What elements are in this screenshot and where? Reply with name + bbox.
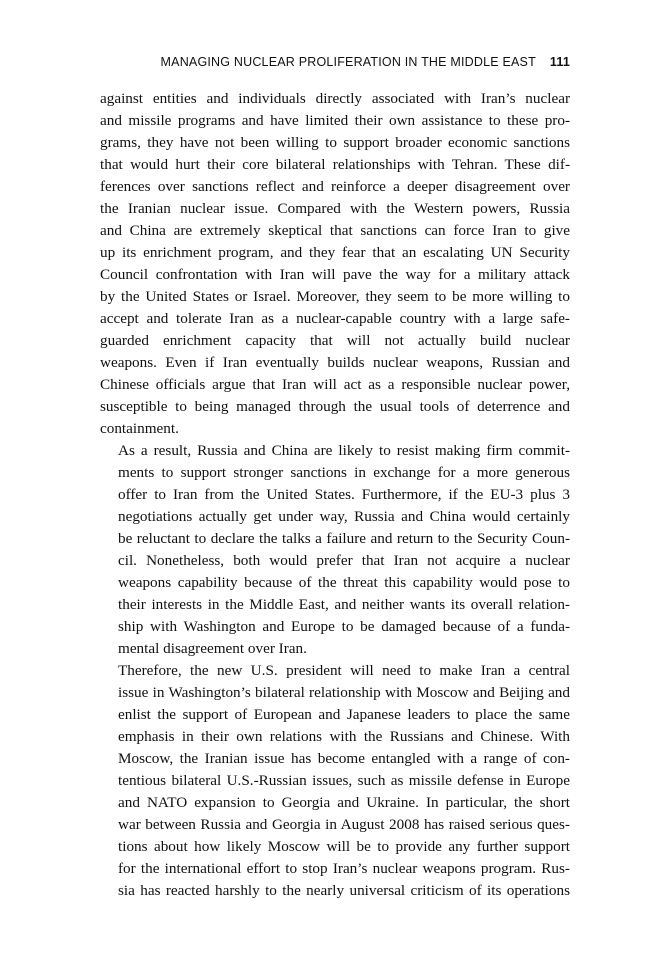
text-line: Chinese officials argue that Iran will act as a responsible nuclear power, [100, 376, 570, 393]
text-line: and missile programs and have limited their own assistance to these pro- [100, 112, 570, 129]
text-line: susceptible to being managed through the usual tools of deterrence and [100, 398, 570, 415]
text-line: cil. Nonetheless, both would prefer that Iran not acquire a nuclear [118, 552, 570, 569]
text-line: weapons capability because of the threat this capability would pose to [118, 574, 570, 591]
running-head [100, 55, 570, 69]
page-number: 111 [549, 55, 570, 69]
text-line: ferences over sanctions reflect and reinforce a deeper disagreement over [100, 178, 570, 195]
text-line: tentious bilateral U.S.-Russian issues, such as missile defense in Europe [118, 772, 570, 789]
text-line: offer to Iran from the United States. Furthermore, if the EU-3 plus 3 [118, 486, 570, 503]
text-line: Therefore, the new U.S. president will need to make Iran a central [118, 662, 570, 679]
text-line: the Iranian nuclear issue. Compared with the Western powers, Russia [100, 200, 570, 217]
text-line: accept and tolerate Iran as a nuclear-capable country with a large safe- [100, 310, 570, 327]
text-line: issue in Washington’s bilateral relationship with Moscow and Beijing and [118, 684, 570, 701]
paragraph [100, 88, 570, 440]
text-line: their interests in the Middle East, and neither wants its overall relation- [118, 596, 570, 613]
text-line: up its enrichment program, and they fear that an escalating UN Security [100, 244, 570, 261]
text-line: grams, they have not been willing to support broader economic sanctions [100, 134, 570, 151]
paragraph [100, 440, 570, 660]
text-line: and NATO expansion to Georgia and Ukraine. In particular, the short [118, 794, 570, 811]
text-line: mental disagreement over Iran. [118, 640, 307, 657]
text-line: weapons. Even if Iran eventually builds nuclear weapons, Russian and [100, 354, 570, 371]
running-title: MANAGING NUCLEAR PROLIFERATION IN THE MIDDLE EAST [160, 55, 536, 69]
text-line: ship with Washington and Europe to be damaged because of a funda- [118, 618, 570, 635]
text-line: war between Russia and Georgia in August 2008 has raised serious ques- [118, 816, 570, 833]
text-line: sia has reacted harshly to the nearly universal criticism of its operations [118, 882, 570, 899]
text-line: ments to support stronger sanctions in exchange for a more generous [118, 464, 570, 481]
text-line: negotiations actually get under way, Russia and China would certainly [118, 508, 570, 525]
text-line: against entities and individuals directly associated with Iran’s nuclear [100, 90, 570, 107]
text-line: that would hurt their core bilateral relationships with Tehran. These dif- [100, 156, 570, 173]
text-line: Council confrontation with Iran will pave the way for a military attack [100, 266, 570, 283]
paragraph [100, 660, 570, 902]
text-line: by the United States or Israel. Moreover, they seem to be more willing to [100, 288, 570, 305]
text-line: be reluctant to declare the talks a failure and return to the Security Coun- [118, 530, 570, 547]
body-text [100, 88, 570, 902]
text-line: emphasis in their own relations with the Russians and Chinese. With [118, 728, 570, 745]
text-line: containment. [100, 420, 179, 437]
text-line: and China are extremely skeptical that sanctions can force Iran to give [100, 222, 570, 239]
text-line: guarded enrichment capacity that will not actually build nuclear [100, 332, 570, 349]
text-line: As a result, Russia and China are likely to resist making firm commit- [118, 442, 570, 459]
text-line: tions about how likely Moscow will be to provide any further support [118, 838, 570, 855]
text-line: for the international effort to stop Iran’s nuclear weapons program. Rus- [118, 860, 570, 877]
text-line: Moscow, the Iranian issue has become entangled with a range of con- [118, 750, 570, 767]
text-line: enlist the support of European and Japanese leaders to place the same [118, 706, 570, 723]
